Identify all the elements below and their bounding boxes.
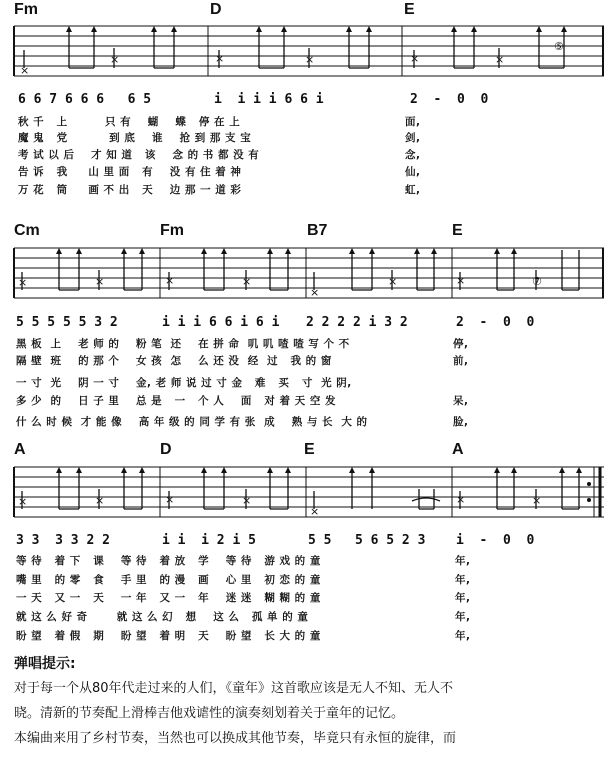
- lyric-end: 仙,: [405, 166, 421, 178]
- lyric-line: 一 寸 光 阴 一 寸 金, 老 师 说 过 寸 金 难 买 寸 光 阴,: [16, 377, 352, 389]
- tab-staff-1: [14, 18, 604, 78]
- svg-text:×: ×: [20, 64, 30, 77]
- svg-text:×: ×: [388, 275, 398, 288]
- chord-cm-2: Cm: [14, 222, 40, 239]
- lyric-line: 嘴 里 的 零 食 手 里 的 漫 画 心 里 初 恋 的 童: [16, 574, 321, 586]
- chord-e-1: E: [404, 1, 415, 18]
- svg-text:×: ×: [305, 53, 315, 66]
- svg-text:×: ×: [456, 493, 466, 506]
- chord-e-2: E: [452, 222, 463, 239]
- svg-text:⑦: ⑦: [532, 275, 542, 288]
- svg-text:×: ×: [242, 494, 252, 507]
- numbers-row-2-m4: 2 - 0 0: [456, 315, 535, 330]
- svg-text:×: ×: [18, 495, 28, 508]
- svg-text:×: ×: [165, 493, 175, 506]
- lyric-line: 隔 壁 班 的 那 个 女 孩 怎 么 还 没 经 过 我 的 窗: [16, 355, 332, 367]
- svg-text:×: ×: [215, 52, 225, 65]
- numbers-row-3-m1: 3 3 3 3 2 2: [16, 533, 110, 548]
- lyric-end: 面,: [405, 116, 421, 128]
- chord-e-3: E: [304, 441, 315, 458]
- chord-d-3: D: [160, 441, 172, 458]
- strum-group-1: [24, 28, 564, 68]
- svg-text:×: ×: [310, 505, 320, 518]
- lyric-line: 黑 板 上 老 师 的 粉 笔 还 在 拼 命 叽 叽 喳 喳 写 个 不: [16, 338, 350, 350]
- lyric-line: 就 这 么 好 奇 就 这 么 幻 想 这 么 孤 单 的 童: [16, 611, 309, 623]
- lyric-end: 年,: [455, 630, 471, 642]
- tab-staff-1-svg: [14, 18, 604, 78]
- numbers-row-1-m2: i i i i 6 6 i: [214, 92, 324, 107]
- strum-arrows-1: [66, 26, 567, 32]
- svg-text:×: ×: [532, 494, 542, 507]
- lyric-end: 念,: [405, 149, 421, 161]
- lyric-line: 考 试 以 后 才 知 道 该 念 的 书 都 没 有: [18, 149, 260, 161]
- svg-text:×: ×: [95, 275, 105, 288]
- lyric-end: 脸,: [453, 416, 469, 428]
- lyric-line: 多 少 的 日 子 里 总 是 一 个 人 面 对 着 天 空 发: [16, 395, 336, 407]
- lyric-line: 盼 望 着 假 期 盼 望 着 明 天 盼 望 长 大 的 童: [16, 630, 321, 642]
- chord-b7-2: B7: [307, 222, 328, 239]
- svg-text:×: ×: [495, 53, 505, 66]
- svg-text:×: ×: [242, 275, 252, 288]
- svg-text:×: ×: [95, 494, 105, 507]
- numbers-row-3-m2: i i i 2 i 5: [162, 533, 256, 548]
- lyric-end: 呆,: [453, 395, 469, 407]
- lyric-end: 年,: [455, 592, 471, 604]
- lyric-line: 秋 千 上 只 有 蝴 蝶 停 在 上: [18, 116, 241, 128]
- lyric-line: 一 天 又 一 天 一 年 又 一 年 迷 迷 糊 糊 的 童: [16, 592, 321, 604]
- lyric-end: 年,: [455, 611, 471, 623]
- numbers-row-2-m2: i i i 6 6 i 6 i: [162, 315, 280, 330]
- lyric-end: 停,: [453, 338, 469, 350]
- numbers-row-3-m4: i - 0 0: [456, 533, 535, 548]
- svg-text:×: ×: [165, 274, 175, 287]
- lyric-line: 告 诉 我 山 里 面 有 没 有 住 着 神: [18, 166, 242, 178]
- lyric-end: 虹,: [405, 184, 421, 196]
- lyric-end: 剑,: [405, 132, 421, 144]
- svg-text:×: ×: [18, 276, 28, 289]
- chord-fm-1: Fm: [14, 1, 38, 18]
- hint-paragraph-1-line-2: 晓。清新的节奏配上滑棒吉他戏谑性的演奏刻划着关于童年的记忆。: [14, 706, 405, 721]
- chord-a-3: A: [14, 441, 26, 458]
- hint-title: 弹唱提示:: [14, 656, 76, 672]
- lyric-line: 万 花 筒 画 不 出 天 边 那 一 道 彩: [18, 184, 242, 196]
- hint-paragraph-1-line-1: 对于每一个从80年代走过来的人们，《童年》这首歌应该是无人不知、无人不: [14, 681, 454, 696]
- chord-fm-2: Fm: [160, 222, 184, 239]
- lyric-end: 年,: [455, 574, 471, 586]
- tab-staff-2-svg: [14, 240, 604, 300]
- tab-staff-3: [14, 459, 604, 519]
- numbers-row-1-m3: 2 - 0 0: [410, 92, 489, 107]
- numbers-row-3-m3: 5 5 5 6 5 2 3: [308, 533, 426, 548]
- chord-a2-3: A: [452, 441, 464, 458]
- lyric-end: 前,: [453, 355, 469, 367]
- lyric-line: 什 么 时 候 才 能 像 高 年 级 的 同 学 有 张 成 熟 与 长 大 的: [16, 416, 368, 428]
- svg-text:×: ×: [456, 274, 466, 287]
- svg-text:×: ×: [410, 52, 420, 65]
- lyric-end: 年,: [455, 555, 471, 567]
- lyric-line: 等 待 着 下 课 等 待 着 放 学 等 待 游 戏 的 童: [16, 555, 321, 567]
- tab-staff-3-svg: [14, 459, 604, 519]
- numbers-row-2-m3: 2 2 2 2 i 3 2: [306, 315, 408, 330]
- svg-text:×: ×: [110, 53, 120, 66]
- hint-paragraph-2-line-1: 本编曲来用了乡村节奏，当然也可以换成其他节奏，毕竟只有永恒的旋律，而: [14, 731, 457, 746]
- lyric-line: 魔 鬼 党 到 底 谁 抢 到 那 支 宝: [18, 132, 252, 144]
- chord-d-1: D: [210, 1, 222, 18]
- tab-staff-2: [14, 240, 604, 300]
- svg-text:×: ×: [310, 286, 320, 299]
- numbers-row-1-m1: 6 6 7 6 6 6 6 5: [18, 92, 152, 107]
- svg-text:⑤: ⑤: [554, 40, 564, 53]
- numbers-row-2-m1: 5 5 5 5 5 3 2: [16, 315, 118, 330]
